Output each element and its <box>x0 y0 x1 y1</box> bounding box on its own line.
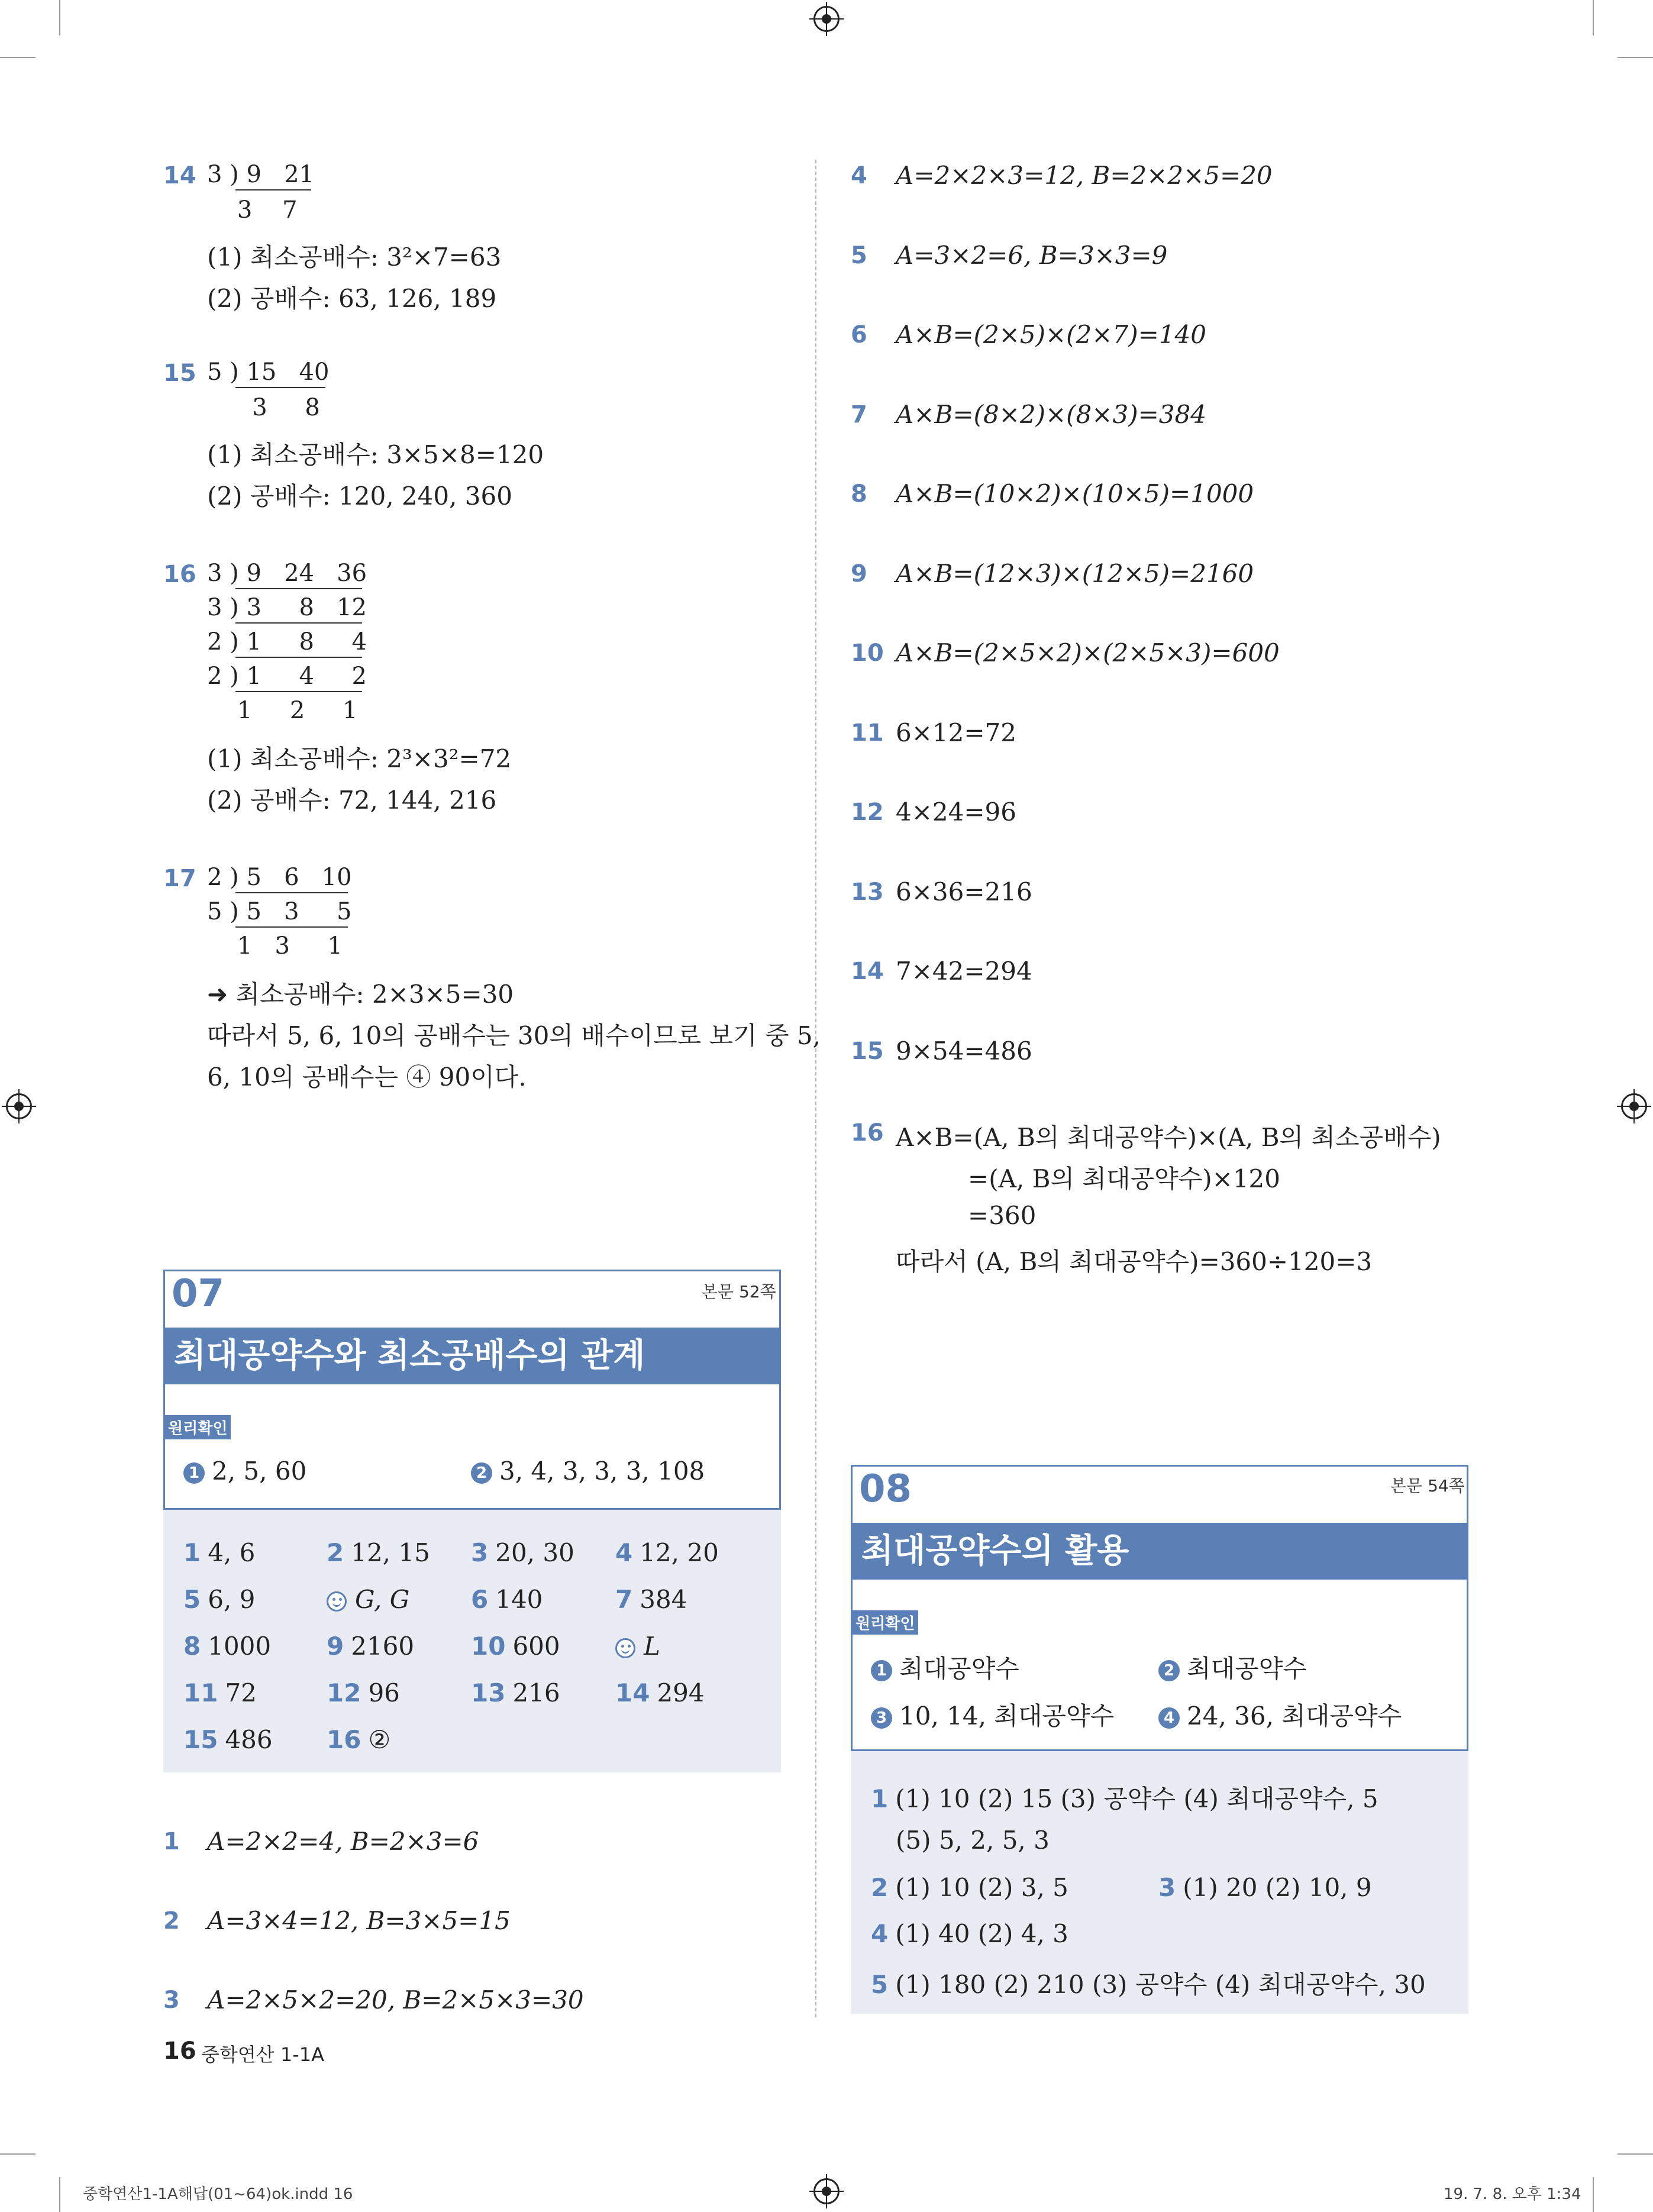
question-number: 1 <box>163 1828 180 1855</box>
division-row: 3 ) 3 8 12 <box>207 594 367 621</box>
grid-cell <box>471 1585 543 1614</box>
grid-text: 2160 <box>351 1632 415 1661</box>
question-number: 11 <box>851 719 884 747</box>
question-number: 6 <box>851 321 867 348</box>
grid-num: 15 <box>183 1725 218 1754</box>
grid-text: 4, 6 <box>208 1538 256 1567</box>
answer-line: A=2×2=4, B=2×3=6 <box>207 1827 479 1856</box>
grid-cell <box>183 1538 255 1567</box>
smile-icon <box>327 1591 347 1612</box>
principle-check <box>871 1649 1019 1685</box>
registration-mark-icon <box>6 1093 32 1119</box>
principle-badge: 원리확인 <box>164 1415 231 1439</box>
principle-check <box>471 1457 705 1486</box>
grid-cell <box>615 1585 687 1614</box>
division-row: 5 ) 15 40 <box>207 359 330 386</box>
grid-text: (5) 5, 2, 5, 3 <box>896 1826 1050 1855</box>
division-row: 1 2 1 <box>207 697 358 724</box>
grid-cell <box>327 1538 430 1567</box>
question-number: 7 <box>851 401 867 428</box>
grid-num: 8 <box>183 1632 201 1661</box>
grid-num: 10 <box>471 1632 506 1661</box>
answer-line: 6, 10의 공배수는 ④ 90이다. <box>207 1063 527 1092</box>
grid-text: (1) 40 (2) 4, 3 <box>895 1919 1068 1948</box>
grid-row <box>871 1780 1378 1815</box>
question-number: 14 <box>163 162 196 189</box>
grid-cell <box>183 1725 273 1754</box>
crop-mark <box>1618 2153 1653 2155</box>
division-row: 2 ) 5 6 10 <box>207 864 352 891</box>
check-answer: 2, 5, 60 <box>212 1457 307 1486</box>
crop-mark <box>0 57 35 58</box>
answer-line: A×B=(2×5×2)×(2×5×3)=600 <box>896 638 1280 667</box>
grid-cell <box>471 1632 560 1661</box>
division-bar <box>235 189 311 190</box>
grid-row <box>896 1826 1050 1855</box>
question-number: 17 <box>163 865 196 892</box>
grid-num: 2 <box>327 1538 344 1567</box>
division-bar <box>235 622 362 624</box>
principle-check <box>1158 1649 1307 1685</box>
answer-line: 따라서 (A, B의 최대공약수)=360÷120=3 <box>896 1247 1373 1276</box>
answer-line: 따라서 5, 6, 10의 공배수는 30의 배수이므로 보기 중 5, <box>207 1021 821 1050</box>
question-number: 14 <box>851 958 884 985</box>
check-answer: 최대공약수 <box>1187 1654 1307 1683</box>
grid-num: 11 <box>183 1678 218 1707</box>
question-number: 9 <box>851 560 867 587</box>
division-row: 1 3 1 <box>207 932 343 960</box>
answer-line: (2) 공배수: 120, 240, 360 <box>207 482 512 511</box>
division-bar <box>235 926 348 928</box>
answer-line: A=3×4=12, B=3×5=15 <box>207 1906 511 1935</box>
check-answer: 최대공약수 <box>899 1654 1019 1683</box>
answer-line: 9×54=486 <box>896 1036 1032 1065</box>
page-number: 16 <box>163 2037 196 2065</box>
grid-text: 216 <box>512 1678 560 1707</box>
grid-cell <box>327 1585 409 1614</box>
question-number: 5 <box>851 241 867 269</box>
grid-text: 384 <box>640 1585 687 1614</box>
grid-num: 6 <box>471 1585 489 1614</box>
grid-text: (1) 180 (2) 210 (3) 공약수 (4) 최대공약수, 30 <box>895 1970 1426 1999</box>
grid-cell <box>183 1585 255 1614</box>
answer-line: A=2×2×3=12, B=2×2×5=20 <box>896 161 1273 190</box>
grid-text: 12, 20 <box>640 1538 719 1567</box>
question-number: 3 <box>163 1987 180 2014</box>
grid-text: (1) 20 (2) 10, 9 <box>1183 1873 1372 1902</box>
book-title: 중학연산 1-1A <box>201 2043 324 2066</box>
circled-number: 1 <box>183 1462 205 1484</box>
answer-line: =360 <box>968 1201 1037 1230</box>
grid-text: 6, 9 <box>208 1585 256 1614</box>
grid-cell <box>615 1678 705 1707</box>
answer-line: 7×42=294 <box>896 957 1032 986</box>
grid-text: (1) 10 (2) 3, 5 <box>895 1873 1068 1902</box>
grid-text: ② <box>368 1725 391 1754</box>
grid-text: (1) 10 (2) 15 (3) 공약수 (4) 최대공약수, 5 <box>895 1784 1378 1813</box>
answer-line: (2) 공배수: 72, 144, 216 <box>207 786 497 815</box>
division-row: 5 ) 5 3 5 <box>207 898 352 925</box>
grid-text: 140 <box>495 1585 543 1614</box>
smile-icon <box>615 1638 635 1658</box>
grid-num: 13 <box>471 1678 506 1707</box>
section-title: 최대공약수의 활용 <box>851 1523 1468 1580</box>
grid-text: 600 <box>512 1632 560 1661</box>
division-row: 2 ) 1 8 4 <box>207 628 367 655</box>
section-title: 최대공약수와 최소공배수의 관계 <box>163 1328 781 1384</box>
grid-num: 2 <box>871 1873 889 1902</box>
question-number: 16 <box>163 561 196 588</box>
grid-cell <box>183 1632 271 1661</box>
answer-line: A=3×2=6, B=3×3=9 <box>896 240 1168 270</box>
question-number: 2 <box>163 1907 180 1935</box>
answer-line: (2) 공배수: 63, 126, 189 <box>207 284 497 313</box>
question-number: 15 <box>851 1037 884 1065</box>
crop-mark <box>59 0 60 35</box>
registration-mark-icon <box>813 6 840 32</box>
principle-check <box>183 1457 306 1486</box>
page-reference: 본문 52쪽 <box>702 1282 776 1302</box>
section-number: 07 <box>172 1272 225 1316</box>
grid-num: 5 <box>871 1970 889 1999</box>
grid-text: 96 <box>368 1678 400 1707</box>
question-number: 12 <box>851 799 884 826</box>
grid-num: 16 <box>327 1725 361 1754</box>
grid-num: 3 <box>1158 1873 1176 1902</box>
grid-row <box>871 1919 1068 1948</box>
grid-num: 14 <box>615 1678 650 1707</box>
crop-mark <box>0 2153 35 2155</box>
circled-number: 2 <box>471 1462 492 1484</box>
division-bar <box>235 657 362 658</box>
crop-mark <box>1593 0 1594 35</box>
grid-cell <box>183 1678 257 1707</box>
principle-check <box>1158 1697 1402 1732</box>
grid-text: 486 <box>225 1725 273 1754</box>
page-reference: 본문 54쪽 <box>1390 1476 1465 1496</box>
question-number: 8 <box>851 480 867 508</box>
check-answer: 3, 4, 3, 3, 3, 108 <box>499 1457 705 1486</box>
grid-cell <box>471 1678 560 1707</box>
circled-number: 2 <box>1158 1660 1180 1681</box>
grid-text: 20, 30 <box>495 1538 574 1567</box>
crop-mark <box>1618 57 1653 58</box>
grid-num: 1 <box>871 1784 889 1813</box>
grid-text: 1000 <box>208 1632 272 1661</box>
answer-line: A×B=(12×3)×(12×5)=2160 <box>896 558 1254 588</box>
division-bar <box>235 892 348 893</box>
answer-line: (1) 최소공배수: 3²×7=63 <box>207 243 502 272</box>
grid-text: 72 <box>225 1678 257 1707</box>
check-answer: 24, 36, 최대공약수 <box>1187 1701 1402 1730</box>
division-bar <box>235 588 362 589</box>
answer-line: 6×12=72 <box>896 718 1016 747</box>
answer-line: A×B=(10×2)×(10×5)=1000 <box>896 479 1254 508</box>
division-bar <box>235 691 362 692</box>
grid-cell <box>615 1632 660 1661</box>
grid-text: L <box>644 1632 660 1661</box>
grid-num: 4 <box>615 1538 633 1567</box>
answer-line: A×B=(2×5)×(2×7)=140 <box>896 320 1206 349</box>
answer-line: 6×36=216 <box>896 877 1032 906</box>
circled-number: 3 <box>871 1707 892 1729</box>
answer-line: ➜ 최소공배수: 2×3×5=30 <box>207 980 514 1009</box>
grid-cell <box>327 1678 400 1707</box>
section-number: 08 <box>859 1467 912 1511</box>
crop-mark <box>59 2177 60 2212</box>
division-row: 3 8 <box>207 394 320 421</box>
division-row: 2 ) 1 4 2 <box>207 663 367 690</box>
answer-line: (1) 최소공배수: 2³×3²=72 <box>207 744 512 773</box>
circled-number: 4 <box>1158 1707 1180 1729</box>
division-bar <box>235 387 325 388</box>
grid-cell <box>615 1538 719 1567</box>
grid-num: 3 <box>471 1538 489 1567</box>
division-row: 3 ) 9 21 <box>207 161 314 188</box>
grid-num: 4 <box>871 1919 889 1948</box>
grid-text: 12, 15 <box>351 1538 430 1567</box>
division-row: 3 ) 9 24 36 <box>207 560 367 587</box>
question-number: 15 <box>163 360 196 387</box>
grid-num: 7 <box>615 1585 633 1614</box>
grid-num: 1 <box>183 1538 201 1567</box>
crop-mark <box>1593 2177 1594 2212</box>
answer-line: A=2×5×2=20, B=2×5×3=30 <box>207 1985 584 2014</box>
date-slug: 19. 7. 8. 오후 1:34 <box>1444 2185 1581 2203</box>
grid-cell <box>327 1725 390 1754</box>
question-number: 4 <box>851 162 867 189</box>
grid-cell <box>327 1632 414 1661</box>
answer-line: A×B=(A, B의 최대공약수)×(A, B의 최소공배수) <box>896 1123 1441 1152</box>
grid-num: 5 <box>183 1585 201 1614</box>
question-number: 13 <box>851 878 884 906</box>
grid-row <box>871 1873 1068 1902</box>
column-divider <box>815 160 816 2017</box>
answer-line: =(A, B의 최대공약수)×120 <box>968 1164 1280 1193</box>
circled-number: 1 <box>871 1660 892 1681</box>
principle-check <box>871 1697 1114 1732</box>
grid-text: G, G <box>355 1585 410 1614</box>
answer-line: 4×24=96 <box>896 797 1016 826</box>
question-number: 16 <box>851 1119 884 1147</box>
file-slug: 중학연산1-1A해답(01~64)ok.indd 16 <box>83 2185 353 2203</box>
grid-text: 294 <box>657 1678 705 1707</box>
grid-row <box>871 1965 1426 2001</box>
registration-mark-icon <box>813 2178 840 2204</box>
division-row: 3 7 <box>207 196 298 224</box>
check-answer: 10, 14, 최대공약수 <box>899 1701 1115 1730</box>
principle-badge: 원리확인 <box>852 1610 918 1635</box>
grid-num: 9 <box>327 1632 344 1661</box>
answer-line: (1) 최소공배수: 3×5×8=120 <box>207 440 544 469</box>
answer-line: A×B=(8×2)×(8×3)=384 <box>896 399 1206 429</box>
registration-mark-icon <box>1621 1093 1647 1119</box>
grid-cell <box>471 1538 574 1567</box>
question-number: 10 <box>851 640 884 667</box>
grid-row <box>1158 1873 1372 1902</box>
grid-num: 12 <box>327 1678 361 1707</box>
